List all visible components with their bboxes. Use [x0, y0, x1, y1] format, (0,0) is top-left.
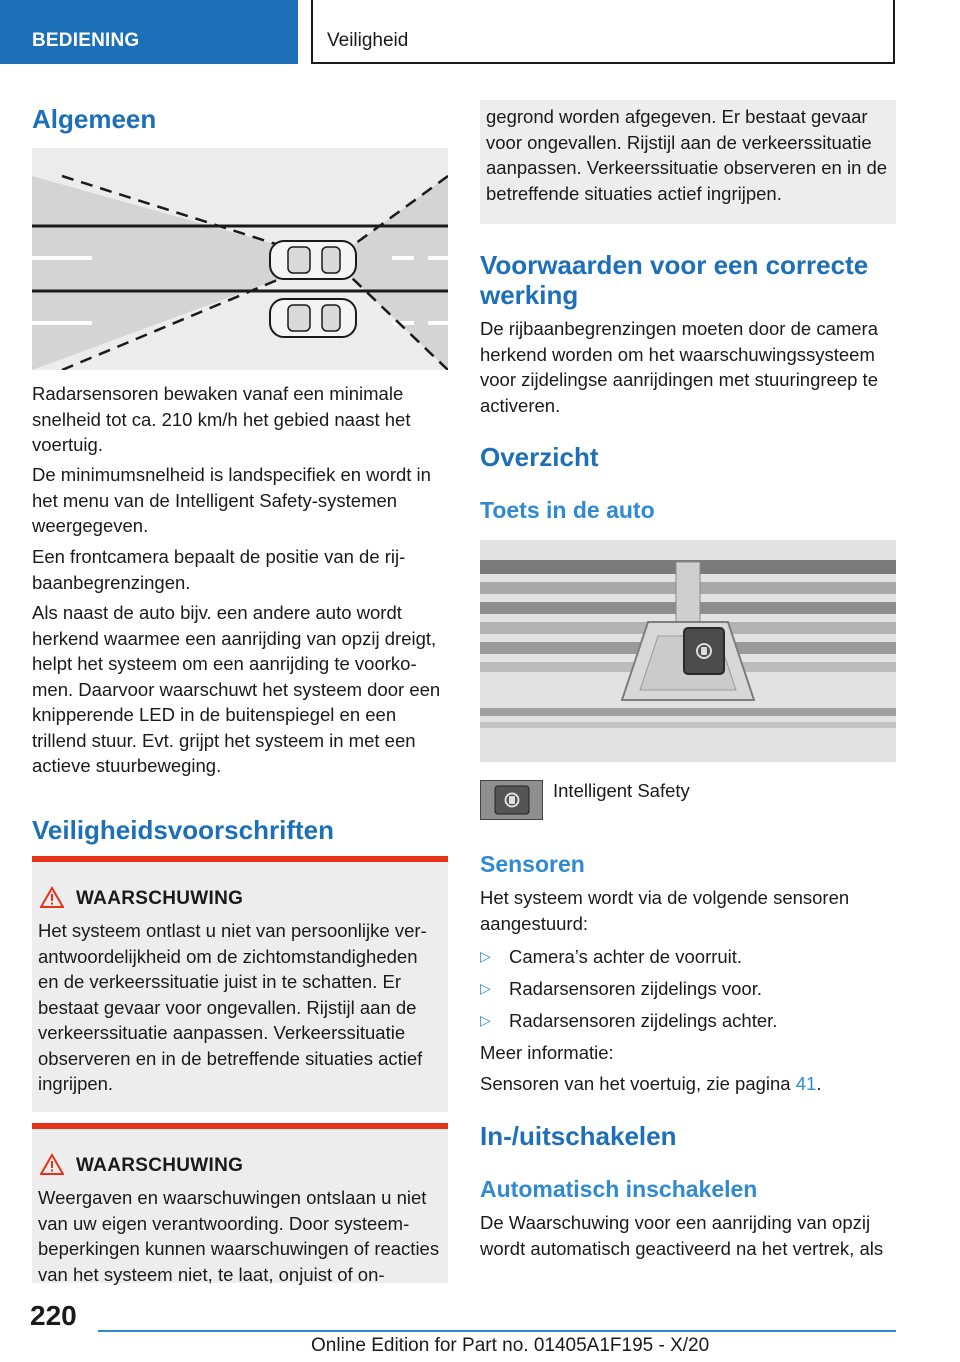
list-item: ▷ Radarsensoren zijdelings achter. [480, 1010, 778, 1031]
paragraph-sensoren: Het systeem wordt via de volgende sensoren aangestuurd: [480, 887, 850, 934]
warning-continuation-text: gegrond worden afgegeven. Er bestaat gevaar voor ongevallen. Rijstijl aan de verkeerssituatie aanpassen. Verkeerssituatie observeren en in de betreffende situaties actief ingrijpen. [486, 106, 888, 204]
list-item: ▷ Camera’s achter de voorruit. [480, 946, 743, 967]
paragraph-minimum-speed: De minimumsnelheid is landspecifiek en wordt in het menu van de Intelligent Safety-systemen weergegeven. [32, 464, 431, 536]
dashboard-button-photo [480, 540, 896, 762]
chapter-title: Veiligheid [311, 0, 895, 64]
page-number: 220 [30, 1300, 77, 1331]
warning-title: WAARSCHUWING [76, 1155, 244, 1176]
paragraph-radar: Radarsensoren bewaken vanaf een minimale snelheid tot ca. 210 km/h het gebied naast het voertuig. [32, 383, 411, 455]
lane-radar-illustration [32, 148, 448, 370]
button-label: Intelligent Safety [553, 780, 690, 801]
lane-radar-figure [32, 148, 448, 370]
triangle-bullet-icon: ▷ [480, 980, 491, 996]
heading-sensoren: Sensoren [480, 851, 585, 877]
warning-box-2 [32, 1123, 448, 1283]
triangle-bullet-icon: ▷ [480, 1012, 491, 1028]
heading-automatisch-inschakelen: Automatisch inschakelen [480, 1176, 758, 1202]
intelligent-safety-button[interactable] [480, 780, 543, 820]
paragraph-voorwaarden: De rijbaanbegrenzingen moeten door de camera herkend worden om het waarschuwingssysteem voor zijdelingse aanrijdingen met stuuringreep te activeren. [480, 318, 879, 416]
cross-reference: Sensoren van het voertuig, zie pagina 41. [480, 1073, 822, 1094]
page-link[interactable]: 41 [795, 1073, 817, 1094]
heading-voorwaarden: Voorwaarden voor een correcte werking [480, 250, 869, 310]
warning-text: Het systeem ontlast u niet van persoonlijke verantwoordelijkheid om de zichtomstandigheden en de verkeerssituatie juist in te schatten. Er bestaat gevaar voor ongevallen. Rijstijl aan de verkeerssituatie aanpassen. Verkeerssituatie observeren en in de betreffende situaties actief ingrijpen. [38, 920, 427, 1094]
warning-text: Weergaven en waarschuwingen ontslaan u niet van uw eigen verantwoording. Door systeembeperkingen kunnen waarschuwingen of reacties van het systeem niet, te laat, onjuist of on- [38, 1187, 440, 1285]
warning-triangle-icon [40, 886, 64, 908]
heading-in-uitschakelen: In-/uitschakelen [480, 1121, 677, 1151]
heading-algemeen: Algemeen [32, 104, 157, 134]
section-tab: BEDIENING [0, 0, 298, 64]
warning-triangle-icon [40, 1153, 64, 1175]
triangle-bullet-icon: ▷ [480, 948, 491, 964]
warning-continuation-box [480, 100, 896, 224]
heading-toets-in-de-auto: Toets in de auto [480, 497, 655, 523]
edition-note: Online Edition for Part no. 01405A1F195 - X/20 [311, 1335, 710, 1356]
list-item: ▷ Radarsensoren zijdelings voor. [480, 978, 762, 999]
footer-divider [98, 1330, 896, 1332]
button-location-figure [480, 540, 896, 762]
paragraph-frontcamera: Een frontcamera bepaalt de positie van de rijbaanbegrenzingen. [32, 546, 406, 593]
warning-title: WAARSCHUWING [76, 888, 244, 909]
heading-overzicht: Overzicht [480, 442, 599, 472]
warning-box-1 [32, 856, 448, 1112]
paragraph-system-function: Als naast de auto bijv. een andere auto wordt herkend waarmee een aanrijding van opzij dreigt, helpt het systeem om een aanrijding te voorkomen. Daarvoor waarschuwt het systeem door een knipperende LED in de buitenspiegel en een trillend stuur. Evt. grijpt het systeem in met een actieve stuurbeweging. [32, 602, 441, 776]
meer-informatie: Meer informatie: [480, 1042, 614, 1063]
paragraph-automatisch: De Waarschuwing voor een aanrijding van opzij wordt automatisch geactiveerd na het vertrek, als [480, 1212, 884, 1259]
heading-veiligheidsvoorschriften: Veiligheidsvoorschriften [32, 815, 334, 845]
intelligent-safety-icon [481, 781, 542, 819]
